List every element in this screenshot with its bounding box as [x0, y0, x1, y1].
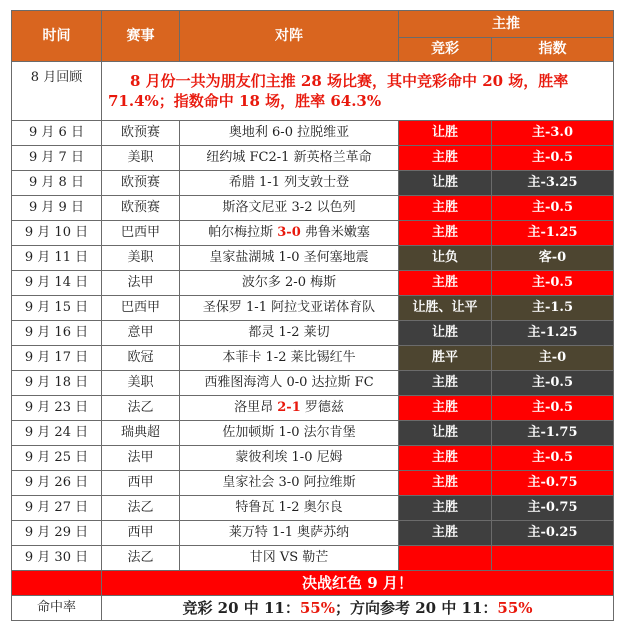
- row-zhishu-pick: 主-0.5: [492, 396, 614, 421]
- table-row: [12, 246, 614, 271]
- match-score: 1-1: [259, 175, 280, 190]
- banner-row: [12, 571, 614, 596]
- row-match: [180, 321, 399, 346]
- row-match: [180, 346, 399, 371]
- hit-rate-text-2: ；方向参考 20 中 11：: [335, 599, 498, 617]
- row-jingcai-pick: 主胜: [399, 396, 492, 421]
- row-date: 9 月 6 日: [12, 121, 102, 146]
- row-jingcai-pick: 主胜: [399, 146, 492, 171]
- row-match: [180, 221, 399, 246]
- match-score: 2-1: [268, 150, 290, 165]
- match-score: 3-2: [291, 200, 313, 215]
- picks-table-body: [12, 11, 614, 621]
- review-line-1: 8 月份一共为朋友们主推 28 场比赛，其中竞彩命中 20 场，胜率: [130, 72, 569, 90]
- hit-rate-summary: [102, 596, 614, 621]
- match-away: 莱切: [299, 325, 330, 340]
- banner-spacer: [12, 571, 102, 596]
- row-zhishu-pick: 主-3.0: [492, 121, 614, 146]
- table-row: [12, 271, 614, 296]
- row-date: 9 月 16 日: [12, 321, 102, 346]
- header-event: 赛事: [102, 11, 180, 62]
- match-home: 圣保罗: [202, 300, 247, 315]
- row-jingcai-pick: 主胜: [399, 471, 492, 496]
- match-away: 阿拉戈亚诺体育队: [266, 300, 376, 315]
- row-zhishu-pick: 主-0.5: [492, 446, 614, 471]
- row-date: 9 月 25 日: [12, 446, 102, 471]
- row-date: 9 月 9 日: [12, 196, 102, 221]
- hit-rate-label: 命中率: [12, 596, 102, 621]
- row-event: 意甲: [102, 321, 180, 346]
- match-away: 奥尔良: [299, 500, 343, 515]
- match-score: 3-0: [278, 475, 300, 490]
- match-home: 本菲卡: [222, 350, 266, 365]
- row-zhishu-pick: 主-0: [492, 346, 614, 371]
- row-event: 巴西甲: [102, 296, 180, 321]
- row-jingcai-pick: 让胜: [399, 171, 492, 196]
- row-match: [180, 371, 399, 396]
- match-away: 达拉斯 FC: [307, 375, 374, 390]
- match-away: 罗德兹: [300, 400, 344, 415]
- row-zhishu-pick: 主-1.25: [492, 221, 614, 246]
- match-away: 奥萨苏纳: [292, 525, 350, 540]
- match-score: 1-0: [278, 425, 300, 440]
- table-row: [12, 521, 614, 546]
- row-jingcai-pick: 主胜: [399, 371, 492, 396]
- table-row: [12, 196, 614, 221]
- row-jingcai-pick: 让胜、让平: [399, 296, 492, 321]
- match-home: 特鲁瓦: [235, 500, 279, 515]
- row-date: 9 月 10 日: [12, 221, 102, 246]
- row-zhishu-pick: 主-0.25: [492, 521, 614, 546]
- match-score: 2-1: [277, 400, 301, 415]
- match-away: 尼姆: [312, 450, 343, 465]
- row-zhishu-pick: 主-1.25: [492, 321, 614, 346]
- header-row: [12, 11, 614, 38]
- review-text: [102, 62, 614, 121]
- row-jingcai-pick: 让负: [399, 246, 492, 271]
- row-match: [180, 146, 399, 171]
- row-zhishu-pick: 主-0.75: [492, 496, 614, 521]
- review-row: [12, 62, 614, 121]
- match-away: 阿拉维斯: [299, 475, 356, 490]
- match-home: 洛里昂: [234, 400, 278, 415]
- match-home: 皇家社会: [222, 475, 279, 490]
- row-zhishu-pick: 主-3.25: [492, 171, 614, 196]
- row-match: [180, 296, 399, 321]
- row-zhishu-pick: 主-1.75: [492, 421, 614, 446]
- match-away: 圣何塞地震: [299, 250, 369, 265]
- row-event: 美职: [102, 371, 180, 396]
- match-home: 皇家盐湖城: [209, 250, 279, 265]
- match-away: 以色列: [312, 200, 356, 215]
- hit-rate-row: [12, 596, 614, 621]
- table-row: [12, 396, 614, 421]
- row-event: 欧预赛: [102, 121, 180, 146]
- row-match: [180, 521, 399, 546]
- row-jingcai-pick: 让胜: [399, 121, 492, 146]
- row-date: 9 月 30 日: [12, 546, 102, 571]
- row-jingcai-pick: [399, 546, 492, 571]
- table-row: [12, 496, 614, 521]
- header-time: 时间: [12, 11, 102, 62]
- row-date: 9 月 24 日: [12, 421, 102, 446]
- table-row: [12, 171, 614, 196]
- row-zhishu-pick: 主-0.5: [492, 271, 614, 296]
- row-zhishu-pick: [492, 546, 614, 571]
- table-row: [12, 296, 614, 321]
- table-row: [12, 446, 614, 471]
- hit-rate-pct-2: 55%: [497, 599, 533, 617]
- banner-text: 决战红色 9 月！: [102, 571, 614, 596]
- row-date: 9 月 7 日: [12, 146, 102, 171]
- row-event: 法甲: [102, 271, 180, 296]
- row-date: 9 月 29 日: [12, 521, 102, 546]
- match-score: 1-1: [246, 300, 267, 315]
- match-score: 1-2: [278, 325, 300, 340]
- row-date: 9 月 11 日: [12, 246, 102, 271]
- table-row: [12, 121, 614, 146]
- row-date: 9 月 17 日: [12, 346, 102, 371]
- match-home: 佐加顿斯: [222, 425, 279, 440]
- row-match: [180, 471, 399, 496]
- row-event: 欧预赛: [102, 171, 180, 196]
- row-match: [180, 121, 399, 146]
- row-event: 欧冠: [102, 346, 180, 371]
- match-score: 0-0: [286, 375, 308, 390]
- match-score: VS: [279, 550, 299, 565]
- row-event: 美职: [102, 146, 180, 171]
- match-away: 梅斯: [305, 275, 337, 290]
- row-date: 9 月 23 日: [12, 396, 102, 421]
- row-zhishu-pick: 客-0: [492, 246, 614, 271]
- hit-rate-text-1: 竞彩 20 中 11：: [182, 599, 300, 617]
- row-zhishu-pick: 主-0.5: [492, 371, 614, 396]
- row-event: 法乙: [102, 496, 180, 521]
- row-event: 法乙: [102, 546, 180, 571]
- table-row: [12, 471, 614, 496]
- row-match: [180, 446, 399, 471]
- row-jingcai-pick: 胜平: [399, 346, 492, 371]
- review-label: 8 月回顾: [12, 62, 102, 121]
- row-jingcai-pick: 让胜: [399, 321, 492, 346]
- row-date: 9 月 18 日: [12, 371, 102, 396]
- hit-rate-pct-1: 55%: [299, 599, 335, 617]
- match-score: 1-2: [278, 500, 300, 515]
- match-home: 甘冈: [249, 550, 280, 565]
- row-match: [180, 196, 399, 221]
- table-row: [12, 346, 614, 371]
- row-jingcai-pick: 主胜: [399, 196, 492, 221]
- match-home: 蒙彼利埃: [235, 450, 292, 465]
- table-row: [12, 221, 614, 246]
- table-row: [12, 146, 614, 171]
- match-home: 斯洛文尼亚: [222, 200, 292, 215]
- header-main-pick: 主推: [399, 11, 614, 38]
- row-event: 法甲: [102, 446, 180, 471]
- row-date: 9 月 27 日: [12, 496, 102, 521]
- row-zhishu-pick: 主-0.5: [492, 146, 614, 171]
- row-match: [180, 546, 399, 571]
- row-match: [180, 246, 399, 271]
- header-zhishu: 指数: [492, 38, 614, 62]
- match-score: 6-0: [272, 125, 293, 140]
- review-line-2: 71.4%；指数命中 18 场，胜率 64.3%: [108, 92, 382, 110]
- row-date: 9 月 15 日: [12, 296, 102, 321]
- header-match: 对阵: [180, 11, 399, 62]
- row-jingcai-pick: 主胜: [399, 221, 492, 246]
- row-jingcai-pick: 让胜: [399, 421, 492, 446]
- match-home: 帕尔梅拉斯: [208, 225, 278, 240]
- row-event: 美职: [102, 246, 180, 271]
- match-score: 1-0: [278, 250, 300, 265]
- row-event: 西甲: [102, 521, 180, 546]
- table-row: [12, 321, 614, 346]
- match-away: 拉脱维亚: [292, 125, 350, 140]
- row-match: [180, 271, 399, 296]
- match-score: 2-0: [285, 275, 306, 290]
- match-score: 1-0: [291, 450, 313, 465]
- table-row: [12, 371, 614, 396]
- match-home: 都灵: [248, 325, 279, 340]
- table-row: [12, 421, 614, 446]
- header-jingcai: 竞彩: [399, 38, 492, 62]
- row-date: 9 月 14 日: [12, 271, 102, 296]
- row-event: 西甲: [102, 471, 180, 496]
- row-event: 巴西甲: [102, 221, 180, 246]
- row-match: [180, 396, 399, 421]
- match-home: 波尔多: [241, 275, 286, 290]
- row-date: 9 月 26 日: [12, 471, 102, 496]
- match-home: 西雅图海湾人: [204, 375, 287, 390]
- match-away: 列支敦士登: [279, 175, 350, 190]
- picks-table: [11, 10, 614, 621]
- row-event: 欧预赛: [102, 196, 180, 221]
- match-home: 纽约城 FC: [206, 150, 269, 165]
- row-jingcai-pick: 主胜: [399, 446, 492, 471]
- match-away: 莱比锡红牛: [286, 350, 356, 365]
- picks-table-wrapper: [11, 10, 613, 621]
- match-away: 弗鲁米嫩塞: [300, 225, 370, 240]
- match-home: 莱万特: [228, 525, 273, 540]
- match-score: 3-0: [277, 225, 301, 240]
- row-jingcai-pick: 主胜: [399, 521, 492, 546]
- match-score: 1-1: [272, 525, 293, 540]
- row-event: 瑞典超: [102, 421, 180, 446]
- match-home: 奥地利: [228, 125, 273, 140]
- row-match: [180, 421, 399, 446]
- match-home: 希腊: [228, 175, 260, 190]
- match-away: 勒芒: [298, 550, 329, 565]
- row-jingcai-pick: 主胜: [399, 271, 492, 296]
- row-date: 9 月 8 日: [12, 171, 102, 196]
- row-zhishu-pick: 主-0.5: [492, 196, 614, 221]
- row-match: [180, 496, 399, 521]
- row-event: 法乙: [102, 396, 180, 421]
- row-zhishu-pick: 主-1.5: [492, 296, 614, 321]
- row-jingcai-pick: 主胜: [399, 496, 492, 521]
- row-zhishu-pick: 主-0.75: [492, 471, 614, 496]
- match-score: 1-2: [265, 350, 287, 365]
- row-match: [180, 171, 399, 196]
- match-away: 新英格兰革命: [289, 150, 372, 165]
- match-away: 法尔肯堡: [299, 425, 356, 440]
- table-row: [12, 546, 614, 571]
